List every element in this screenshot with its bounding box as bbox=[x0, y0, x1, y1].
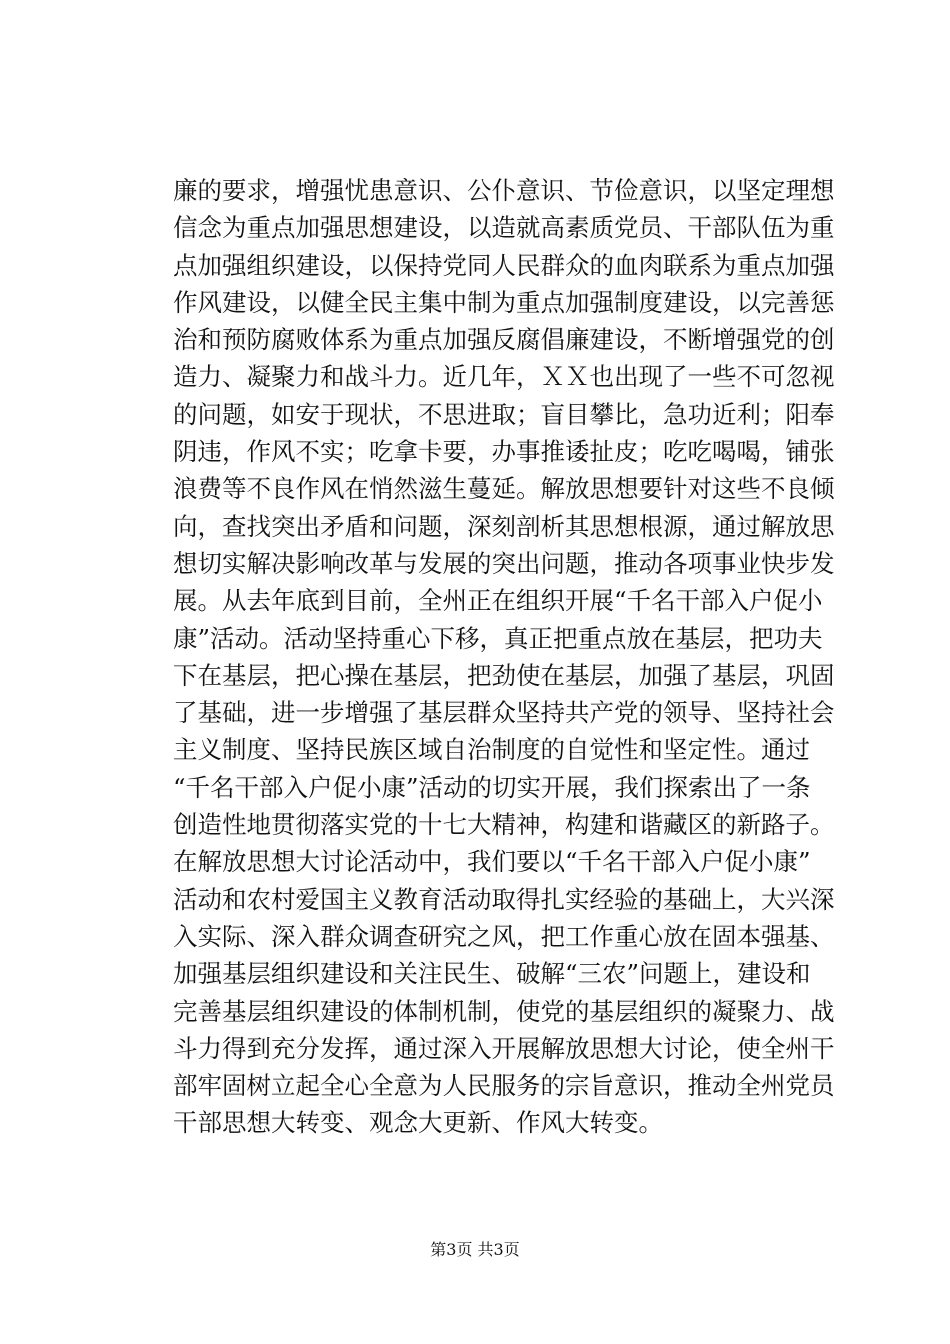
text-line: 想切实解决影响改革与发展的突出问题，推动各项事业快步发 bbox=[173, 548, 835, 578]
text-line: 干部思想大转变、观念大更新、作风大转变。 bbox=[173, 1108, 663, 1138]
text-line: 向，查找突出矛盾和问题，深刻剖析其思想根源，通过解放思 bbox=[173, 511, 835, 541]
text-line: 浪费等不良作风在悄然滋生蔓延。解放思想要针对这些不良倾 bbox=[173, 474, 835, 504]
text-line: 下在基层，把心操在基层，把劲使在基层，加强了基层，巩固 bbox=[173, 660, 835, 690]
text-line: 活动和农村爱国主义教育活动取得扎实经验的基础上，大兴深 bbox=[173, 884, 835, 914]
text-line: 斗力得到充分发挥，通过深入开展解放思想大讨论，使全州干 bbox=[173, 1033, 835, 1063]
text-line: 入实际、深入群众调查研究之风，把工作重心放在固本强基、 bbox=[173, 921, 835, 951]
body-paragraph bbox=[173, 172, 835, 1142]
text-line: 展。从去年底到目前，全州正在组织开展“千名干部入户促小 bbox=[173, 586, 823, 616]
text-line: 部牢固树立起全心全意为人民服务的宗旨意识，推动全州党员 bbox=[173, 1071, 835, 1101]
text-line: 信念为重点加强思想建设，以造就高素质党员、干部队伍为重 bbox=[173, 213, 835, 243]
text-line: 在解放思想大讨论活动中，我们要以“千名干部入户促小康” bbox=[173, 847, 811, 877]
text-line: 创造性地贯彻落实党的十七大精神，构建和谐藏区的新路子。 bbox=[173, 810, 835, 840]
text-line: 点加强组织建设，以保持党同人民群众的血肉联系为重点加强 bbox=[173, 250, 835, 280]
text-line: 加强基层组织建设和关注民生、破解“三农”问题上，建设和 bbox=[173, 959, 811, 989]
text-line: 作风建设，以健全民主集中制为重点加强制度建设，以完善惩 bbox=[173, 287, 835, 317]
text-line: 阴违，作风不实；吃拿卡要，办事推诿扯皮；吃吃喝喝，铺张 bbox=[173, 437, 835, 467]
text-line: 完善基层组织建设的体制机制，使党的基层组织的凝聚力、战 bbox=[173, 996, 835, 1026]
text-line: 康”活动。活动坚持重心下移，真正把重点放在基层，把功夫 bbox=[173, 623, 823, 653]
text-line: “千名干部入户促小康”活动的切实开展，我们探索出了一条 bbox=[173, 772, 811, 802]
text-line: 了基础，进一步增强了基层群众坚持共产党的领导、坚持社会 bbox=[173, 698, 835, 728]
text-line: 廉的要求，增强忧患意识、公仆意识、节俭意识，以坚定理想 bbox=[173, 176, 835, 205]
text-line: 主义制度、坚持民族区域自治制度的自觉性和坚定性。通过 bbox=[173, 735, 810, 765]
text-line: 的问题，如安于现状，不思进取；盲目攀比，急功近利；阳奉 bbox=[173, 399, 835, 429]
text-line: 治和预防腐败体系为重点加强反腐倡廉建设，不断增强党的创 bbox=[173, 325, 835, 355]
page-footer: 第3页 共3页 bbox=[430, 1240, 520, 1259]
text-line: 造力、凝聚力和战斗力。近几年，ＸＸ也出现了一些不可忽视 bbox=[173, 362, 835, 392]
